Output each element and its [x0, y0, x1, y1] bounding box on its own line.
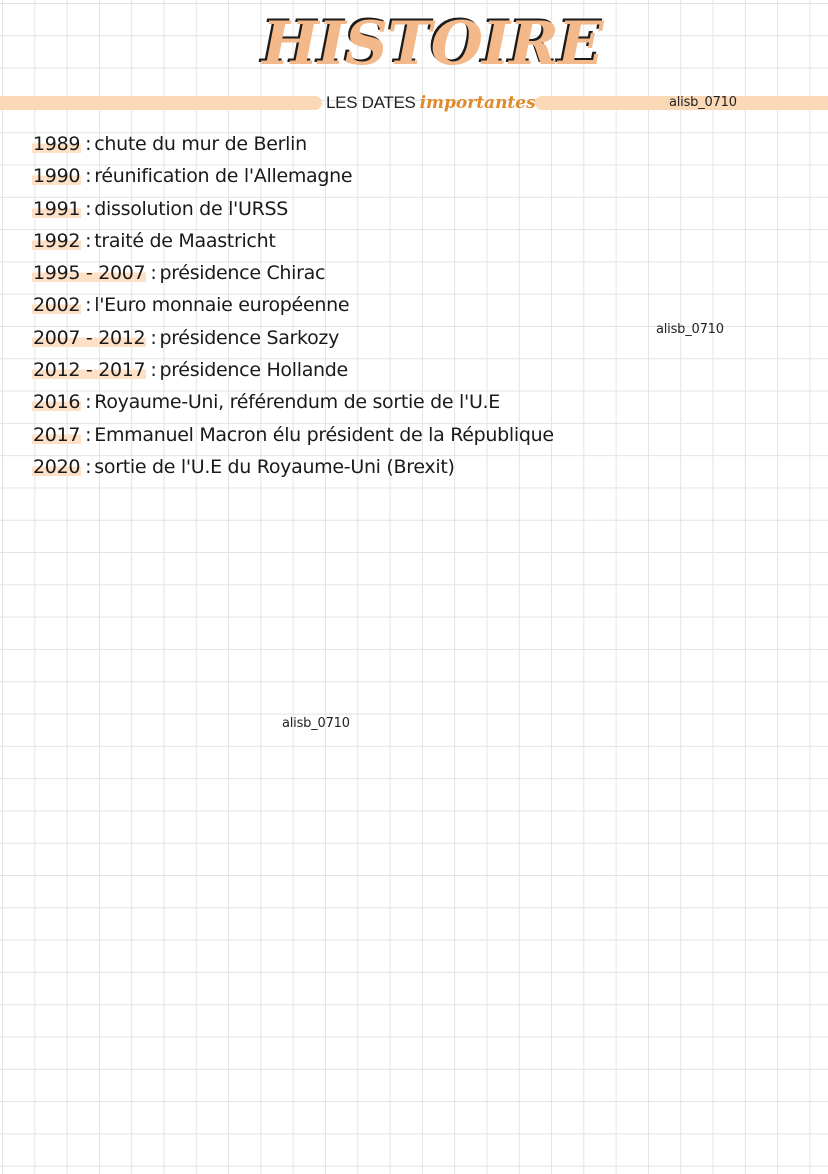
date-event: présidence Chirac — [159, 262, 326, 285]
date-separator: : — [85, 423, 92, 446]
date-separator: : — [85, 133, 92, 155]
page-subtitle — [326, 90, 536, 116]
date-event: l'Euro monnaie européenne — [94, 294, 350, 317]
dates-list — [32, 128, 812, 483]
date-year: 2017 — [33, 423, 81, 446]
date-year: 1991 — [33, 197, 81, 220]
date-event: présidence Hollande — [159, 359, 348, 382]
date-year: 1992 — [33, 229, 81, 252]
date-separator: : — [85, 455, 92, 478]
date-separator: : — [85, 391, 92, 414]
date-event: traité de Maastricht — [94, 229, 276, 252]
date-year: 2002 — [33, 294, 81, 317]
date-item — [32, 419, 812, 451]
date-item — [32, 128, 812, 160]
watermark: alisb_0710 — [669, 95, 737, 110]
date-separator: : — [85, 197, 92, 220]
date-year: 2012 - 2017 — [33, 359, 146, 382]
date-separator: : — [150, 262, 157, 285]
date-year: 1990 — [33, 165, 81, 188]
date-year: 2007 - 2012 — [33, 326, 146, 349]
watermark: alisb_0710 — [282, 716, 350, 731]
date-year: 1995 - 2007 — [33, 262, 146, 285]
date-item — [32, 289, 812, 321]
date-item — [32, 451, 812, 483]
date-separator: : — [85, 294, 92, 317]
date-event: sortie de l'U.E du Royaume-Uni (Brexit) — [94, 455, 455, 478]
date-year: 1989 — [33, 133, 81, 155]
header-band-left — [0, 96, 322, 110]
subtitle-plain: LES DATES — [326, 93, 416, 112]
date-event: chute du mur de Berlin — [94, 133, 307, 155]
date-event: Emmanuel Macron élu président de la République — [94, 423, 554, 446]
date-year: 2016 — [33, 391, 81, 414]
date-separator: : — [150, 359, 157, 382]
watermark: alisb_0710 — [656, 322, 724, 337]
date-event: réunification de l'Allemagne — [94, 165, 353, 188]
date-item — [32, 225, 812, 257]
date-year: 2020 — [33, 455, 81, 478]
date-event: dissolution de l'URSS — [94, 197, 289, 220]
date-separator: : — [150, 326, 157, 349]
date-item — [32, 193, 812, 225]
page-header — [0, 0, 828, 90]
subtitle-script: importantes — [419, 93, 536, 113]
date-event: présidence Sarkozy — [159, 326, 340, 349]
date-event: Royaume-Uni, référendum de sortie de l'U.E — [94, 391, 500, 414]
date-item — [32, 160, 812, 192]
page-title: HISTOIRE — [262, 9, 603, 79]
date-separator: : — [85, 165, 92, 188]
date-separator: : — [85, 229, 92, 252]
date-item — [32, 322, 812, 354]
date-item — [32, 386, 812, 418]
date-item — [32, 257, 812, 289]
date-item — [32, 354, 812, 386]
